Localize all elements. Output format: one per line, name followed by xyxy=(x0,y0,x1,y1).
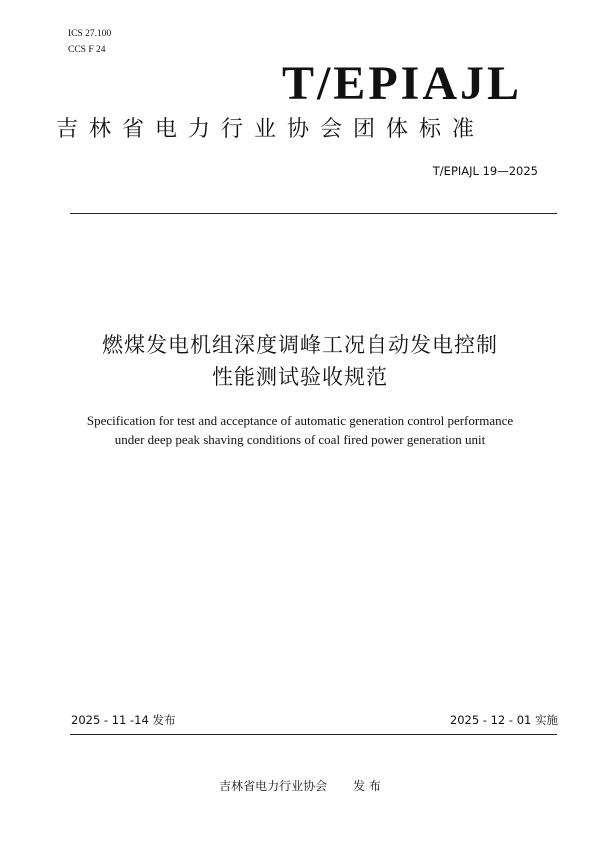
top-divider xyxy=(70,213,557,214)
title-chinese-line-1: 燃煤发电机组深度调峰工况自动发电控制 xyxy=(102,333,498,357)
organization-code: T/EPIAJL xyxy=(281,57,522,110)
publisher-line xyxy=(0,778,600,794)
standard-category: 吉林省电力行业协会团体标准 xyxy=(56,117,486,142)
ics-code: ICS 27.100 xyxy=(68,29,112,39)
issue-date: 2025 - 11 -14 发布 xyxy=(71,713,176,727)
bottom-divider xyxy=(70,734,557,735)
title-chinese-line-2: 性能测试验收规范 xyxy=(212,365,388,389)
title-english-line-1: Specification for test and acceptance of automatic generation control performance xyxy=(86,413,514,428)
ccs-code: CCS F 24 xyxy=(68,45,106,55)
publish-action: 发 布 xyxy=(353,779,381,793)
publisher-name: 吉林省电力行业协会 xyxy=(219,779,328,793)
standard-number: T/EPIAJL 19—2025 xyxy=(432,164,538,178)
implementation-date: 2025 - 12 - 01 实施 xyxy=(449,713,558,727)
title-english-line-2: under deep peak shaving conditions of coal fired power generation unit xyxy=(114,432,486,447)
